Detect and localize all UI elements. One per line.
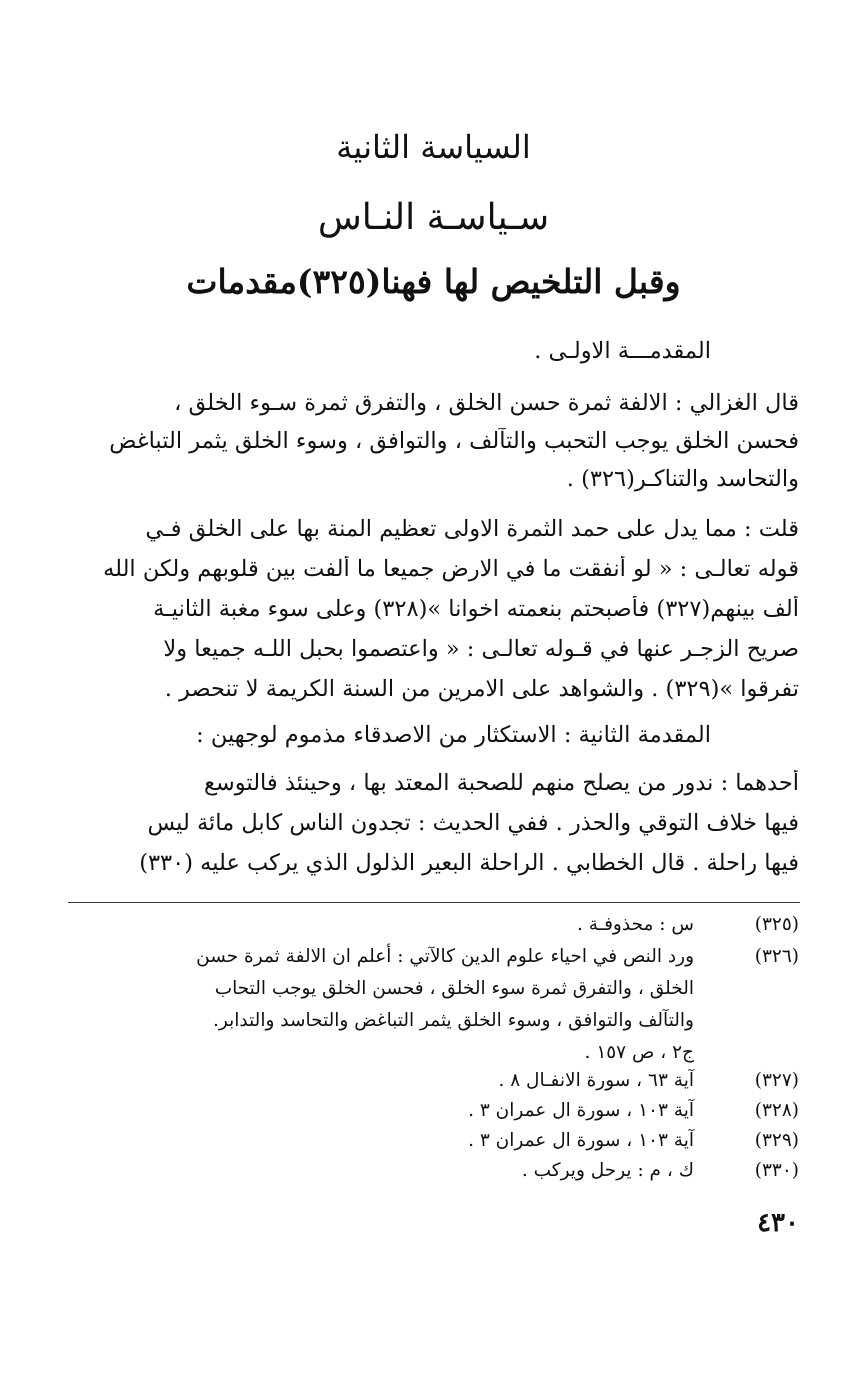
body-line: فيها راحلة . قال الخطابي . الراحلة البعير الذلول الذي يركب عليه (٣٣٠) [139,850,799,876]
body-line: والتحاسد والتناكـر(٣٢٦) . [566,466,799,492]
body-line: أحدهما : ندور من يصلح منهم للصحبة المعتد بها ، وحينئذ فالتوسع [203,770,799,796]
body-line: فيها خلاف التوقي والحذر . ففي الحديث : تجدون الناس كابل مائة ليس [147,810,799,836]
footnote-text: آية ١٠٣ ، سورة ال عمران ٣ . [468,1100,694,1121]
footnote-continuation: والتآلف والتوافق ، وسوء الخلق يثمر التباغض والتحاسد والتدابر. [213,1010,694,1031]
footnote-text: ورد النص في احياء علوم الدين كالآتي : أعلم ان الالفة ثمرة حسن [196,946,694,967]
body-line: تفرقوا »(٣٢٩) . والشواهد على الامرين من السنة الكريمة لا تنحصر . [164,676,799,702]
footnote-divider [68,902,800,903]
body-line: فحسن الخلق يوجب التحبب والتآلف ، والتوافق ، وسوء الخلق يثمر التباغض [109,428,799,454]
body-line: قال الغزالي : الالفة ثمرة حسن الخلق ، والتفرق ثمرة سـوء الخلق ، [174,390,799,416]
body-line: المقدمة الثانية : الاستكثار من الاصدقاء مذموم لوجهين : [196,722,711,748]
footnote-text: آية ١٠٣ ، سورة ال عمران ٣ . [468,1130,694,1151]
footnote-number: (٣٢٦) [754,946,799,967]
footnote-number: (٣٢٨) [754,1100,799,1121]
footnote-number: (٣٢٧) [754,1070,799,1091]
subtitle: وقبل التلخيص لها فهنا(٣٢٥)مقدمات [186,262,681,301]
footnote-text: س : محذوفـة . [576,914,694,935]
footnote-continuation: الخلق ، والتفرق ثمرة سوء الخلق ، فحسن الخلق يوجب التحاب [214,978,694,999]
page-number: ٤٣٠ [757,1208,799,1238]
footnote-text: ك ، م : يرحل ويركب . [521,1160,694,1181]
chapter-title: سـياسـة النـاس [317,197,550,238]
section-title: السياسة الثانية [336,128,531,166]
footnote-number: (٣٣٠) [754,1160,799,1181]
body-line: المقدمـــة الاولـى . [534,338,711,364]
footnote-number: (٣٢٩) [754,1130,799,1151]
body-line: قلت : مما يدل على حمد الثمرة الاولى تعظيم المنة بها على الخلق فـي [145,516,799,542]
body-line: ألف بينهم(٣٢٧) فأصبحتم بنعمته اخوانا »(٣٢٨) وعلى سوء مغبة الثانيـة [153,596,799,622]
footnote-continuation: ج٢ ، ص ١٥٧ . [584,1042,694,1063]
body-line: قوله تعالـى : « لو أنفقت ما في الارض جميعا ما ألفت بين قلوبهم ولكن الله [103,556,799,582]
body-line: صريح الزجـر عنها في قـوله تعالـى : « واعتصموا بحبل اللـه جميعا ولا [163,636,799,662]
footnote-number: (٣٢٥) [754,914,799,935]
footnote-text: آية ٦٣ ، سورة الانفـال ٨ . [498,1070,694,1091]
